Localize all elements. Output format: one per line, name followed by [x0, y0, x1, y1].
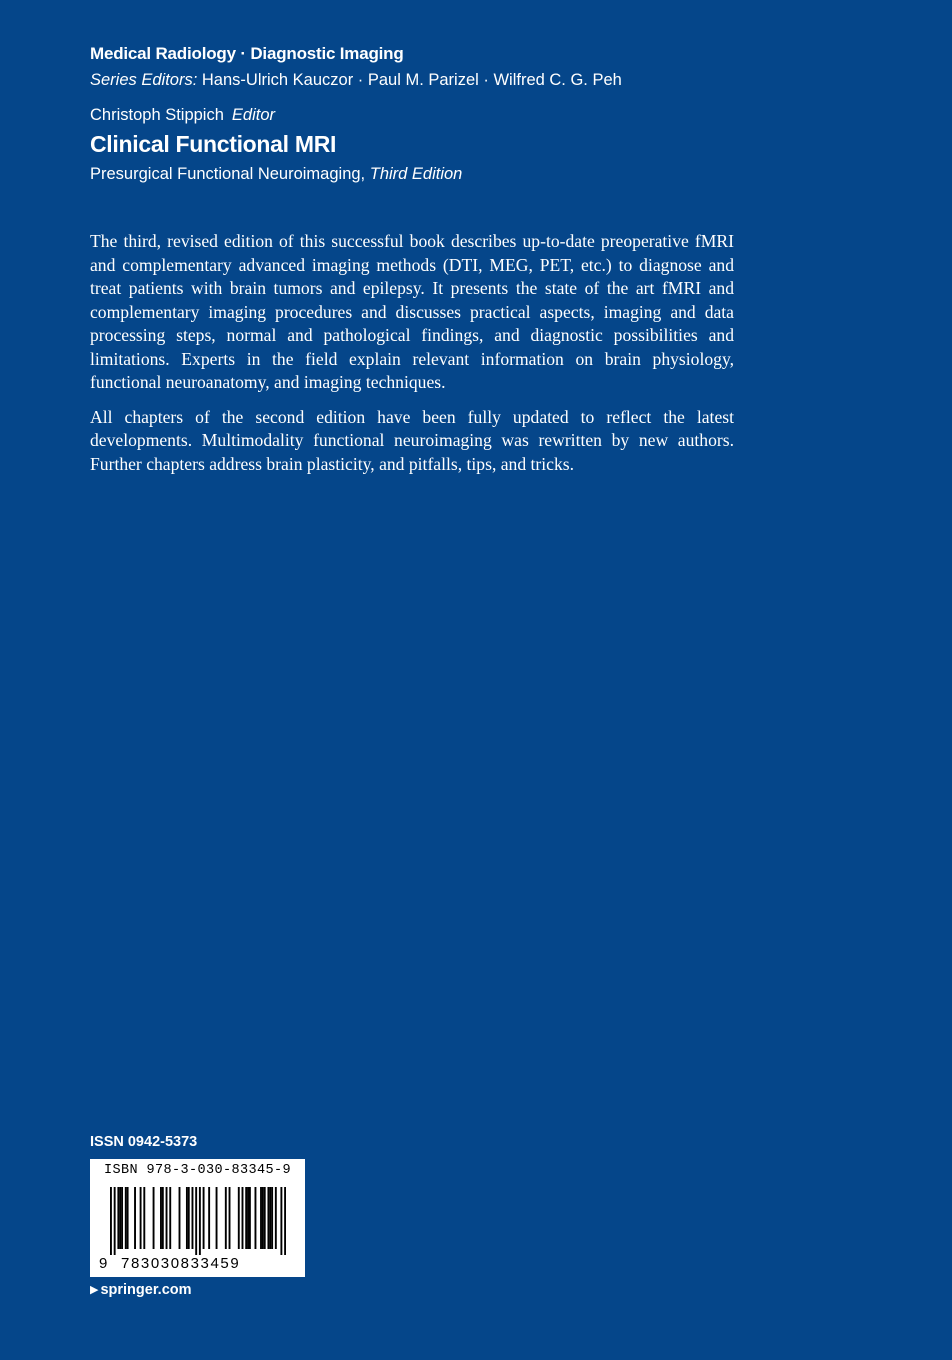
barcode-bar — [238, 1187, 240, 1249]
barcode-bar — [245, 1187, 247, 1249]
barcode-bar — [264, 1187, 266, 1249]
barcode-bar — [166, 1187, 168, 1249]
barcode-bar — [119, 1187, 121, 1249]
barcode-bar — [208, 1187, 210, 1249]
barcode-bar — [269, 1187, 271, 1249]
barcode-bar — [247, 1187, 249, 1249]
barcode-bar — [271, 1187, 273, 1249]
book-edition: Third Edition — [369, 165, 463, 183]
series-title: Medical Radiology · Diagnostic Imaging — [90, 44, 404, 63]
barcode-bar — [160, 1187, 162, 1249]
barcode-bar — [186, 1187, 188, 1249]
description-paragraph-2: All chapters of the second edition have been fully updated to reflect the latest developments. Multimodality functional neuroimaging was rewritten by new authors. Further chapters address brain plasticity, and pitfalls, tips, and tricks. — [90, 406, 734, 474]
barcode-bar — [121, 1187, 123, 1249]
barcode-bar — [255, 1187, 257, 1249]
book-description — [90, 230, 734, 487]
barcode-bar — [242, 1187, 244, 1249]
description-paragraph-1: The third, revised edition of this successful book describes up-to-date preoperative fMRI and complementary advanced imaging methods (DTI, MEG, PET, etc.) to diagnose and treat patients with brain tumors and epilepsy. It presents the state of the art fMRI and complementary imaging procedures and discusses practical aspects, imaging and data processing steps, normal and pathological findings, and diagnostic possibilities and limitations. Experts in the field explain relevant information on brain physiology, functional neuroanatomy, and imaging techniques. — [90, 231, 734, 392]
barcode-bar — [225, 1187, 227, 1249]
barcode-bar — [153, 1187, 155, 1249]
barcode-bar — [203, 1187, 205, 1249]
barcode-bar — [188, 1187, 190, 1249]
barcode-bar — [267, 1187, 269, 1249]
barcode-bar — [117, 1187, 119, 1249]
series-editors-line — [90, 71, 622, 90]
barcode-digits: 783030833459 — [121, 1255, 241, 1272]
series-editors-names: Hans-Ulrich Kauczor · Paul M. Parizel · Wilfred C. G. Peh — [201, 71, 622, 89]
triangle-right-icon: ▶ — [90, 1284, 99, 1296]
book-editor-name: Christoph Stippich — [90, 106, 224, 124]
barcode-bar — [275, 1187, 277, 1249]
barcode-bar — [280, 1187, 282, 1255]
barcode-bar — [284, 1187, 286, 1255]
barcode-bar — [229, 1187, 231, 1249]
isbn-barcode — [90, 1159, 305, 1277]
barcode-bar — [143, 1187, 145, 1249]
barcode-bar — [262, 1187, 264, 1249]
barcode-bar — [114, 1187, 116, 1255]
barcode-bar — [260, 1187, 262, 1249]
barcode-bar — [110, 1187, 112, 1255]
barcode-bar — [249, 1187, 251, 1249]
barcode-first-digit: 9 — [99, 1255, 108, 1272]
barcode-bar — [179, 1187, 181, 1249]
isbn-label: ISBN 978-3-030-83345-9 — [103, 1163, 292, 1178]
book-title: Clinical Functional MRI — [90, 131, 337, 157]
barcode-bar — [192, 1187, 194, 1249]
barcode-bar — [169, 1187, 171, 1249]
book-editor-line — [90, 106, 275, 125]
barcode-bar — [162, 1187, 164, 1249]
barcode-bar — [127, 1187, 129, 1249]
book-subtitle-line — [90, 165, 462, 184]
barcode-bars — [110, 1187, 286, 1255]
website-link[interactable] — [90, 1282, 192, 1298]
barcode-bar — [199, 1187, 201, 1255]
barcode-bar — [195, 1187, 197, 1255]
barcode-bar — [140, 1187, 142, 1249]
issn-label: ISSN 0942-5373 — [90, 1134, 198, 1150]
book-subtitle: Presurgical Functional Neuroimaging, — [90, 165, 366, 183]
series-editors-label: Series Editors: — [90, 71, 198, 89]
website-text: springer.com — [100, 1282, 192, 1298]
barcode-bar — [125, 1187, 127, 1249]
barcode-bar — [134, 1187, 136, 1249]
barcode-bar — [216, 1187, 218, 1249]
book-editor-role: Editor — [231, 106, 276, 124]
